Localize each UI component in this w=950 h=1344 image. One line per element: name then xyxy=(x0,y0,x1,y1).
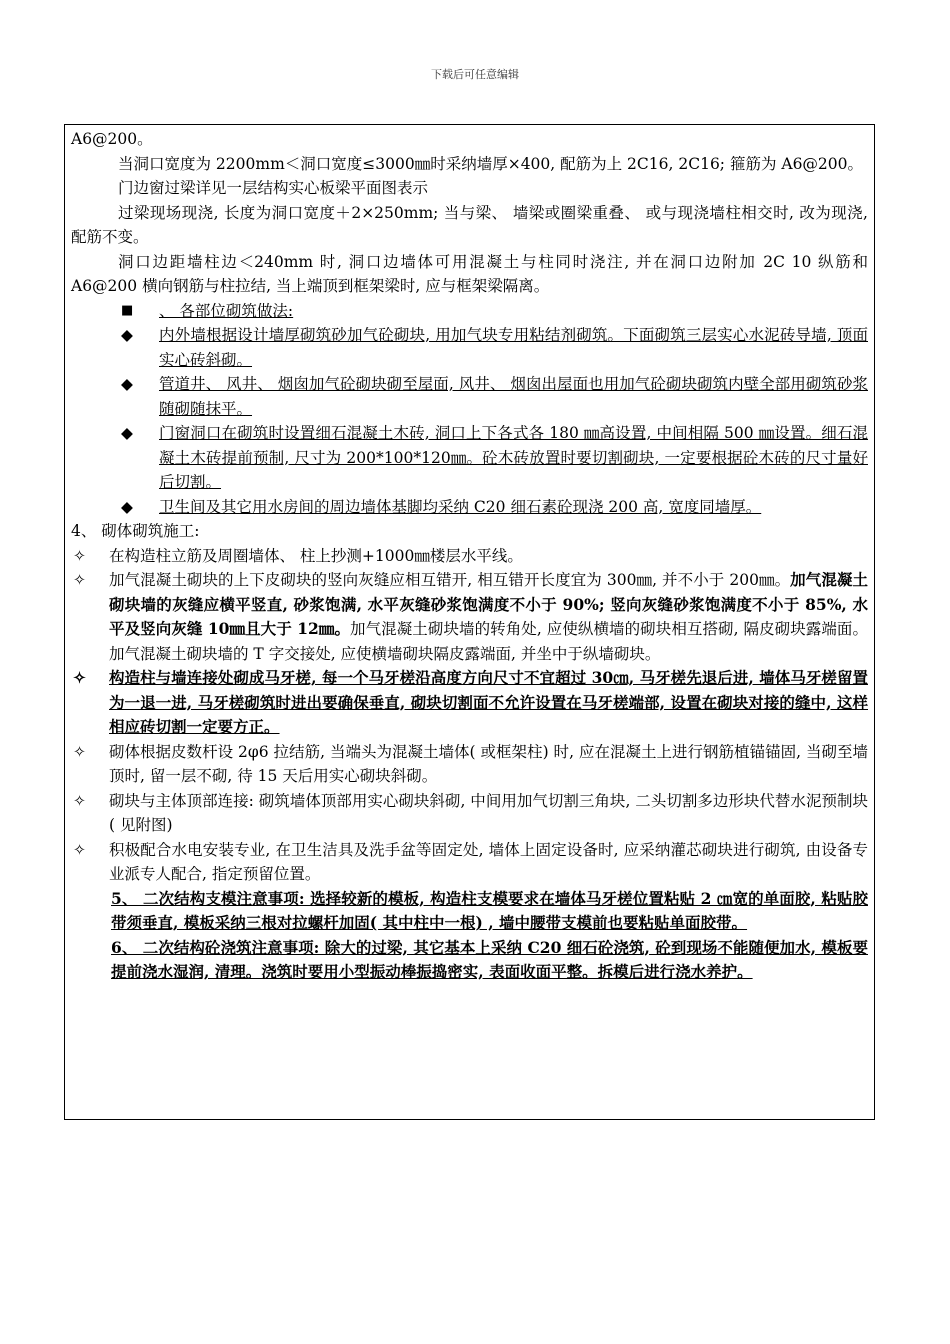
diamond-bullet-icon: ◆ xyxy=(121,375,133,393)
paragraph-lintel-cast: 过梁现场现浇, 长度为洞口宽度＋2×250mm; 当与梁、 墙梁或圈梁重叠、 或与现浇墙柱相交时, 改为现浇, 配筋不变。 xyxy=(71,203,868,246)
construction-item xyxy=(71,666,868,740)
diamond-bullet-icon: ◆ xyxy=(121,497,133,516)
construction-item-text: 砌体根据皮数杆设 2φ6 拉结筋, 当端头为混凝土墙体( 或框架柱) 时, 应在混凝土上进行钢筋植锚锚固, 当砌至墙顶时, 留一层不砌, 待 15 天后用实心砌块斜砌。 xyxy=(109,742,868,785)
diamond-bullet-icon: ◆ xyxy=(121,326,133,344)
mortar-fullness-text: 加气混凝土砌块墙的灰缝应横平竖直, 砂浆饱满, 水平灰缝砂浆饱满度不小于 90%; 竖向灰缝砂浆饱满度不小于 85%, 水平及竖向灰缝 10㎜且大于 12㎜。 xyxy=(109,570,868,638)
paragraph-lintel-ref: 门边窗过梁详见一层结构实心板梁平面图表示 xyxy=(118,179,429,197)
construction-item xyxy=(71,838,868,887)
masonry-item-text: 门窗洞口在砌筑时设置细石混凝土木砖, 洞口上下各式各 180 ㎜高设置, 中间相隔 500 ㎜设置。细石混凝土木砖提前预制, 尺寸为 200*100*120㎜。砼木砖放置时要切割砌块, 一定要根据砼木砖的尺寸量好后切割。 xyxy=(159,424,868,491)
construction-item-text: 构造柱与墙连接处砌成马牙槎, 每一个马牙槎沿高度方向尺寸不宜超过 30㎝, 马牙槎先退后进, 墙体马牙槎留置为一退一进, 马牙槎砌筑时进出要确保垂直, 砌块切割面不允许设置在马牙槎端部, 设置在砌块对接的缝中, 这样相应砖切割一定要方正。 xyxy=(109,668,868,736)
masonry-section-heading xyxy=(121,299,868,324)
masonry-item-text: 卫生间及其它用水房间的周边墙体基脚均采纳 C20 细石素砼现浇 200 高, 宽度同墙厚。 xyxy=(159,497,762,516)
page-header: 下载后可任意编辑 xyxy=(431,68,519,81)
construction-item-text: 在构造柱立筋及周圈墙体、 柱上抄测+1000㎜楼层水平线。 xyxy=(109,546,523,565)
construction-item-text: 积极配合水电安装专业, 在卫生洁具及洗手盆等固定处, 墙体上固定设备时, 应采纳灌芯砌块进行砌筑, 由设备专业派专人配合, 指定预留位置。 xyxy=(109,840,868,883)
masonry-item xyxy=(121,421,868,495)
construction-item xyxy=(71,568,868,666)
content-frame xyxy=(64,124,875,1120)
sparkle-bullet-icon: ✧ xyxy=(73,571,86,589)
construction-item xyxy=(71,544,868,569)
section4-title: 4、 砌体砌筑施工: xyxy=(71,522,200,540)
masonry-item xyxy=(121,495,868,520)
corner-bond-text: 加气混凝土砌块墙的转角处, 应使纵横墙的砌块相互搭砌, 隔皮砌块露端面。加气混凝土砌块墙的 T 字交接处, 应使横墙砌块隔皮露端面, 并坐中于纵墙砌块。 xyxy=(109,620,868,663)
masonry-item xyxy=(121,323,868,372)
square-bullet-icon: ■ xyxy=(121,302,134,318)
masonry-item-text: 管道井、 风井、 烟囱加气砼砌块砌至屋面, 风井、 烟囱出屋面也用加气砼砌块砌筑内壁全部用砌筑砂浆随砌随抹平。 xyxy=(159,375,868,418)
joint-offset-text: 加气混凝土砌块的上下皮砌块的竖向灰缝应相互错开, 相互错开长度宜为 300㎜, 并不小于 200㎜。 xyxy=(109,571,791,589)
section5-formwork: 5、 二次结构支模注意事项: 选择较新的模板, 构造柱支模要求在墙体马牙槎位置粘贴 2 ㎝宽的单面胶, 粘贴胶带须垂直, 模板采纳三根对拉螺杆加固( 其中柱中一根) , 墙中腰带支模前也要粘贴单面胶带。 xyxy=(111,888,868,932)
sparkle-bullet-icon: ✧ xyxy=(73,840,86,859)
sparkle-bullet-icon: ✧ xyxy=(73,668,86,687)
sparkle-bullet-icon: ✧ xyxy=(73,791,86,810)
construction-item xyxy=(71,789,868,838)
sparkle-bullet-icon: ✧ xyxy=(73,742,86,761)
paragraph-opening-width: 当洞口宽度为 2200mm＜洞口宽度≤3000㎜时采纳墙厚×400, 配筋为上 2C16, 2C16; 箍筋为 A6@200。 xyxy=(118,154,864,173)
sparkle-bullet-icon: ✧ xyxy=(73,546,86,565)
construction-item-text: 砌块与主体顶部连接: 砌筑墙体顶部用实心砌块斜砌, 中间用加气切割三角块, 二头切割多边形块代替水泥预制块( 见附图) xyxy=(109,791,868,834)
paragraph-stirrup: A6@200。 xyxy=(71,130,153,148)
construction-item xyxy=(71,740,868,789)
masonry-item xyxy=(121,372,868,421)
document-body xyxy=(71,127,868,985)
diamond-bullet-icon: ◆ xyxy=(121,424,133,442)
paragraph-opening-edge: 洞口边距墙柱边＜240mm 时, 洞口边墙体可用混凝土与柱同时浇注, 并在洞口边附加 2C 10 纵筋和 A6@200 横向钢筋与柱拉结, 当上端顶到框架梁时, 应与框架梁隔离。 xyxy=(71,252,868,295)
construction-item-text xyxy=(109,568,868,666)
masonry-item-text: 内外墙根据设计墙厚砌筑砂加气砼砌块, 用加气块专用粘结剂砌筑。下面砌筑三层实心水泥砖导墙, 顶面实心砖斜砌。 xyxy=(159,326,868,369)
section6-concrete: 6、 二次结构砼浇筑注意事项: 除大的过梁, 其它基本上采纳 C20 细石砼浇筑, 砼到现场不能随便加水, 模板要提前浇水湿润, 清理。浇筑时要用小型振动棒振捣密实, 表面收面平整。拆模后进行浇水养护。 xyxy=(111,937,868,981)
masonry-section-title: 、 各部位砌筑做法: xyxy=(159,301,294,320)
